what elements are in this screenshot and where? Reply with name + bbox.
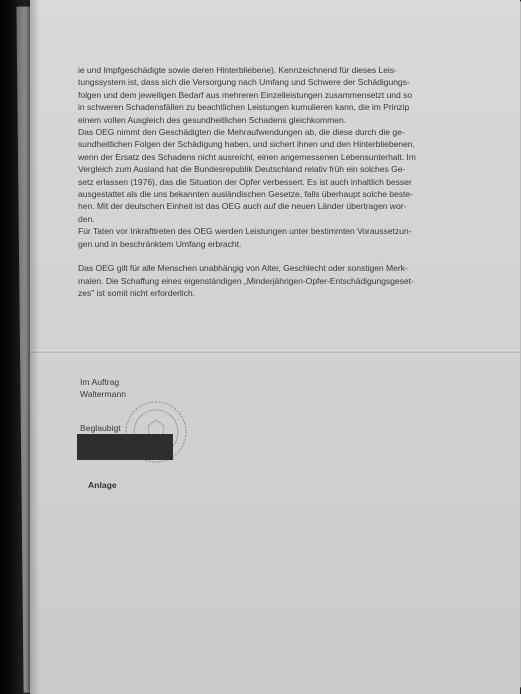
signature-block [80,376,126,401]
text-line: einem vollen Ausgleich des gesundheitlichen Schadens gleichkommen. [78,114,347,125]
text-line: in schweren Schadensfällen zu beachtlichen Leistungen kumulieren kann, die im Prinzip [78,102,410,113]
text-line: den. [78,213,95,224]
paragraph-oeg [78,126,448,225]
document-body [78,64,448,299]
text-line: setz erlassen (1976), das die Situation der Opfer verbessert. Es ist auch inhaltlich besser [78,176,412,187]
paragraph-benefits [78,64,448,126]
text-line: ie und Impfgeschädigte sowie deren Hinterbliebene). Kennzeichnend für dieses Leis- [78,65,397,75]
text-line: wenn der Ersatz des Schadens nicht ausreicht, einen angemessenen Lebensunterhalt. Im [78,151,416,162]
redaction-bar [77,434,173,460]
text-line: Das OEG nimmt den Geschädigten die Mehraufwendungen ab, die diese durch die ge- [78,127,405,138]
text-line: gen und in beschränktem Umfang erbracht. [78,238,242,249]
text-line: Für Taten vor Inkrafttreten des OEG werden Leistungen unter bestimmten Voraussetzun- [78,226,412,237]
text-line: ausgestattet als die uns bekannten ausländischen Gesetze, falls überhaupt solche beste- [78,189,413,200]
certified-label: Beglaubigt [80,423,121,433]
text-line: folgen und dem jeweiligen Bedarf aus mehreren Einzelleistungen zusammensetzt und so [78,89,413,100]
text-line: hen. Mit der deutschen Einheit ist das OEG auch auf die neuen Länder übertragen wor- [78,201,407,212]
edge-shadow [0,0,40,694]
text-line: malen. Die Schaffung eines eigenständigen „Minderjährigen-Opfer-Entschädigungsgeset- [78,275,414,286]
signature-on-behalf: Im Auftrag [80,377,120,387]
signature-name: Waltermann [80,389,127,400]
attachment-label: Anlage [88,480,117,490]
text-line: zes" ist somit nicht erforderlich. [78,287,195,298]
page-fold [30,350,520,353]
paragraph-scope [78,262,448,299]
text-line: tungssystem ist, dass sich die Versorgung nach Umfang und Schwere der Schädigungs- [78,77,410,88]
paragraph-prior-acts [78,225,448,250]
text-line: Das OEG gilt für alle Menschen unabhängig von Alter, Geschlecht oder sonstigen Merk- [78,263,408,274]
text-line: Vergleich zum Ausland hat die Bundesrepublik Deutschland relativ früh ein solches Ge- [78,164,406,175]
text-line: sundheitlichen Folgen der Schädigung haben, und sichert ihnen und den Hinterbliebenen, [78,139,415,150]
